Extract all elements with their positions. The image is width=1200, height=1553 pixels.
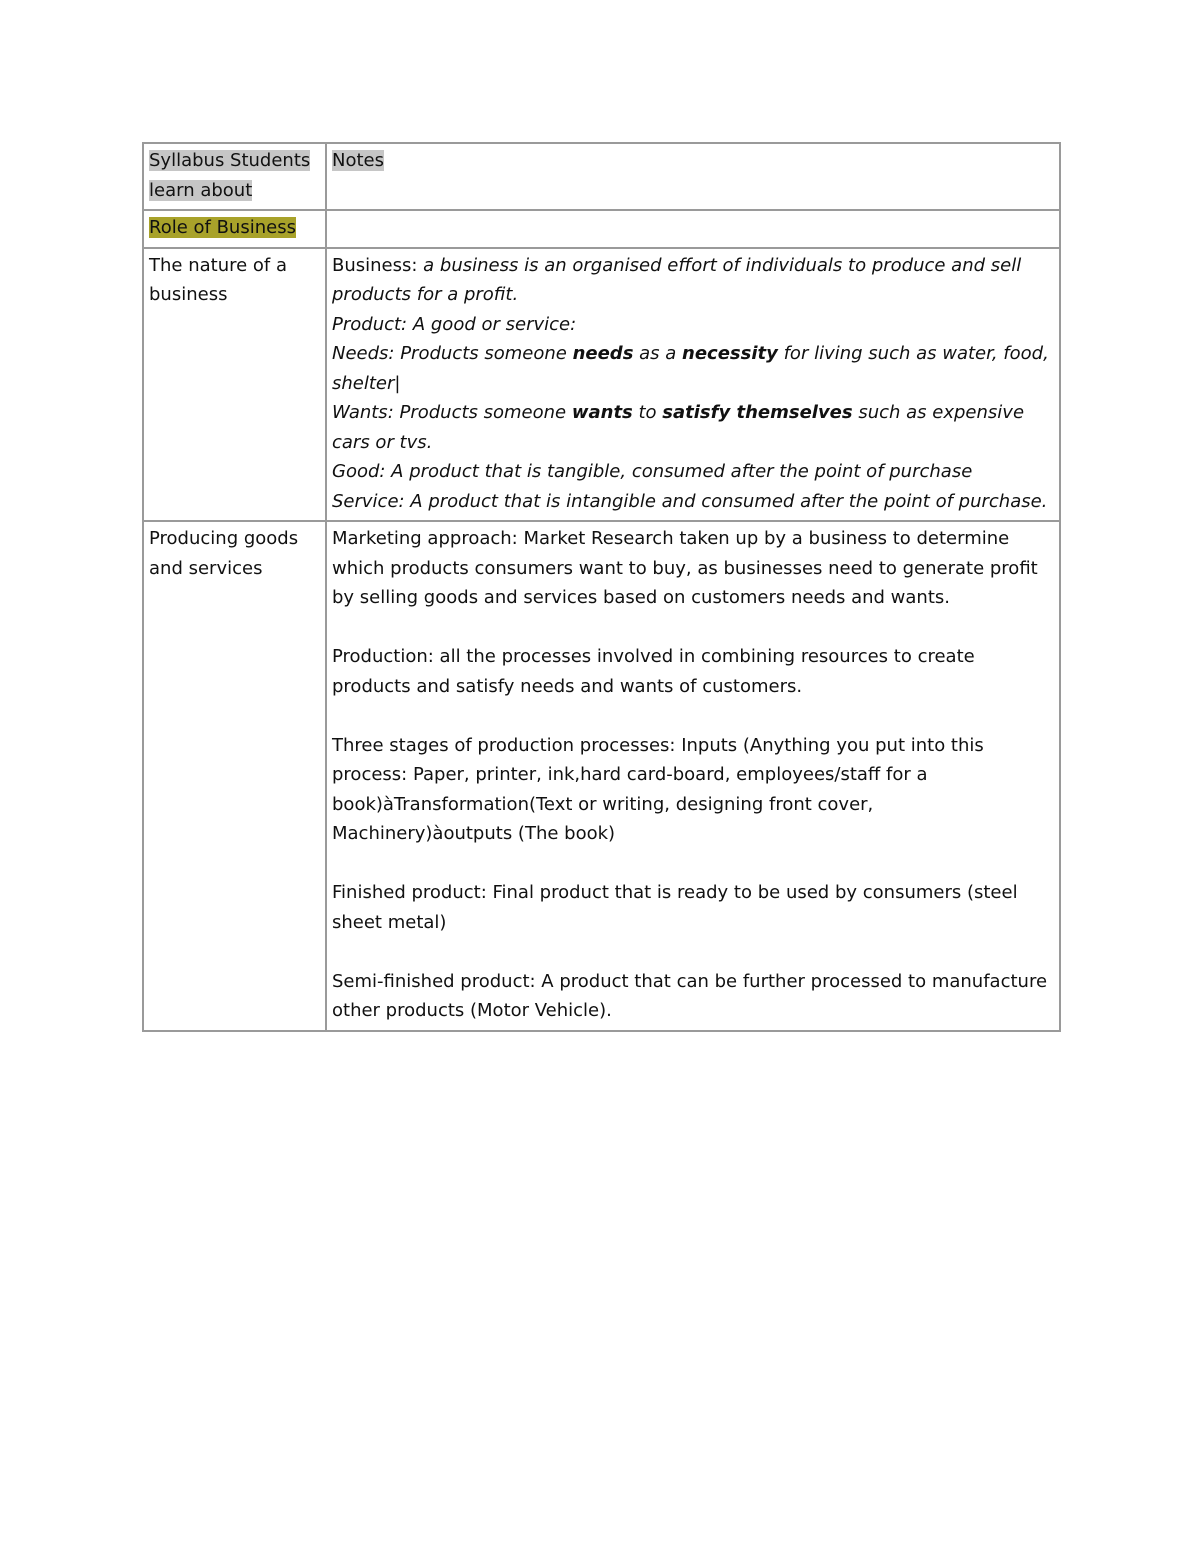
- note-wants-bold: wants: [571, 402, 633, 423]
- section-cell-label: [143, 210, 326, 248]
- topic-cell-producing: [143, 521, 326, 1031]
- table-row-nature: [143, 248, 1060, 522]
- note-service: Service: A product that is intangible and consumed after the point of purchase.: [332, 490, 1048, 512]
- note-marketing: Marketing approach: Market Research taken up by a business to determine which products consumers want to buy, as businesses need to generate profit by selling goods and services based on customers needs and wants.: [332, 528, 1038, 608]
- note-needs-part: for living such as water, food, shelter|: [332, 343, 1049, 394]
- topic-producing-text: Producing goods and services: [149, 528, 299, 579]
- note-needs-bold: needs: [572, 343, 634, 364]
- section-label: Role of Business: [149, 217, 296, 238]
- paragraph-gap: [332, 701, 1054, 731]
- table-row-producing: [143, 521, 1060, 1031]
- notes-cell-producing: [326, 521, 1060, 1031]
- note-product: Product: A good or service:: [332, 313, 577, 335]
- section-cell-empty: [326, 210, 1060, 248]
- note-good: Good: A product that is tangible, consumed after the point of purchase: [332, 461, 973, 482]
- topic-cell-nature: [143, 248, 326, 522]
- note-business-term: Business:: [332, 254, 418, 276]
- note-needs: [332, 339, 1054, 398]
- header-cell-syllabus: [143, 143, 326, 210]
- note-stages: Three stages of production processes: Inputs (Anything you put into this process: Paper, printer, ink,hard card-board, employees/staff for a book)àTransformation(Text or writing, designing front cover, Machinery)àoutputs (The book): [332, 734, 984, 844]
- note-wants-part: to: [632, 402, 663, 423]
- paragraph-gap: [332, 613, 1054, 643]
- paragraph-gap: [332, 937, 1054, 967]
- header-row: [143, 143, 1060, 210]
- note-production: Production: all the processes involved in combining resources to create products and satisfy needs and wants of customers.: [332, 646, 975, 697]
- note-business-def: a business is an organised effort of individuals to produce and sell products for a profit.: [332, 254, 1022, 305]
- note-needs-part: Needs: Products someone: [332, 343, 573, 364]
- note-needs-bold: necessity: [682, 343, 778, 364]
- note-wants: [332, 398, 1054, 457]
- note-semi-finished: Semi-finished product: A product that can be further processed to manufacture other products (Motor Vehicle).: [332, 970, 1048, 1021]
- topic-nature-text: The nature of a business: [149, 254, 288, 305]
- note-wants-part: Wants: Products someone: [332, 402, 572, 423]
- header-cell-notes: [326, 143, 1060, 210]
- note-finished: Finished product: Final product that is ready to be used by consumers (steel sheet metal): [332, 882, 1018, 933]
- note-business: [332, 251, 1054, 310]
- header-syllabus-text: Syllabus Students learn about: [149, 150, 311, 201]
- notes-table: [142, 142, 1061, 1032]
- note-needs-part: as a: [633, 343, 683, 364]
- note-wants-part: such as expensive cars or tvs.: [332, 402, 1025, 453]
- note-wants-bold: satisfy themselves: [662, 402, 853, 423]
- notes-cell-nature: [326, 248, 1060, 522]
- section-row: [143, 210, 1060, 248]
- paragraph-gap: [332, 849, 1054, 879]
- header-notes-text: Notes: [332, 150, 384, 171]
